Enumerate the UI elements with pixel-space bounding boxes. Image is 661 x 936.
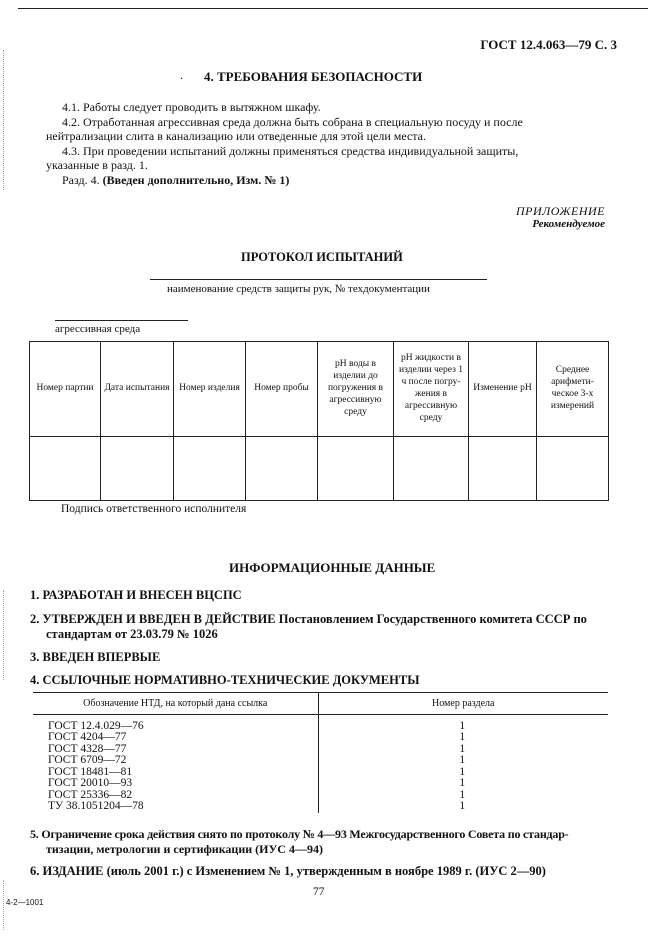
empty-cell — [537, 437, 609, 501]
ref-section: 1 — [459, 731, 466, 743]
appendix-label: ПРИЛОЖЕНИЕ — [516, 204, 605, 218]
ref-doc: ГОСТ 20010—93 — [33, 778, 318, 790]
references-header-cell: Номер раздела — [318, 693, 608, 715]
empty-cell — [469, 437, 537, 501]
fill-line — [150, 279, 487, 280]
ref-doc: ГОСТ 4328—77 — [33, 744, 318, 756]
info-item-5-cont: тизации, метрологии и сертификации (ИУС 4—94) — [46, 842, 323, 856]
ref-doc: ГОСТ 18481—81 — [33, 767, 318, 779]
margin-mark — [3, 590, 4, 680]
header-cell: Среднее арифмети-ческое 3-х измерений — [537, 342, 609, 437]
item-2-text: Постановлением Государственного комитета СССР по — [278, 612, 587, 626]
margin-mark — [3, 880, 4, 930]
amendment-note: (Введен дополнительно, Изм. № 1) — [102, 173, 290, 187]
references-table — [33, 692, 608, 813]
empty-cell — [394, 437, 469, 501]
print-code: 4-2—1001 — [6, 898, 44, 907]
paragraph-4-1: 4.1. Работы следует проводить в вытяжном шкафу. — [62, 100, 321, 114]
signature-label: Подпись ответственного исполнителя — [61, 503, 247, 515]
ref-section: 1 — [459, 788, 466, 801]
header-cell: pH воды в изделии до погружения в агрессивную среду — [318, 342, 394, 437]
info-item-3: 3. ВВЕДЕН ВПЕРВЫЕ — [30, 650, 161, 664]
protocol-table — [29, 341, 609, 501]
page-number: 77 — [313, 886, 325, 898]
header-cell: Изменение pH — [469, 342, 537, 437]
ref-section: 1 — [459, 754, 466, 766]
header-cell: pH жидкости в изделии через 1 ч после погру-жения в агрессивную среду — [394, 342, 469, 437]
stray-dot: . — [180, 68, 183, 82]
protocol-empty-row — [30, 437, 609, 501]
info-title: ИНФОРМАЦИОННЫЕ ДАННЫЕ — [229, 560, 436, 575]
ref-doc: ГОСТ 12.4.029—76 — [33, 721, 318, 733]
amendment-prefix: Разд. 4. — [62, 173, 100, 187]
paragraph-amendment — [62, 173, 289, 188]
references-header-row — [33, 693, 608, 715]
paragraph-4-2-line1: 4.2. Отработанная агрессивная среда должна быть собрана в специальную посуду и после — [62, 115, 523, 129]
margin-mark — [3, 50, 4, 190]
references-header-cell: Обозначение НТД, на который дана ссылка — [33, 693, 318, 715]
empty-cell — [30, 437, 101, 501]
empty-cell — [174, 437, 246, 501]
header-cell: Дата испытания — [101, 342, 174, 437]
ref-section: 1 — [459, 777, 466, 789]
info-item-5: 5. Ограничение срока действия снято по протоколу № 4—93 Межгосударственного Совета по стандар- — [30, 827, 569, 841]
info-item-1: 1. РАЗРАБОТАН И ВНЕСЕН ВЦСПС — [30, 588, 242, 602]
paragraph-4-2-line2: нейтрализации слита в канализацию или отведенные для этой цели места. — [46, 129, 427, 143]
env-label: агрессивная среда — [55, 323, 141, 335]
section-title: 4. ТРЕБОВАНИЯ БЕЗОПАСНОСТИ — [204, 69, 423, 84]
empty-cell — [101, 437, 174, 501]
info-item-2 — [30, 612, 610, 627]
protocol-header-row — [30, 342, 609, 437]
table-row — [33, 778, 608, 790]
table-row — [33, 755, 608, 767]
protocol-caption: наименование средств защиты рук, № техдокументации — [167, 283, 430, 295]
ref-doc: ГОСТ 4204—77 — [33, 732, 318, 744]
page-top-border — [18, 8, 648, 9]
table-row — [33, 801, 608, 813]
paragraph-4-3-line1: 4.3. При проведении испытаний должны применяться средства индивидуальной защиты, — [62, 144, 519, 158]
header-cell: Номер партии — [30, 342, 101, 437]
ref-doc: ТУ 38.1051204—78 — [33, 801, 318, 813]
ref-section: 1 — [459, 765, 466, 778]
info-item-4: 4. ССЫЛОЧНЫЕ НОРМАТИВНО-ТЕХНИЧЕСКИЕ ДОКУМЕНТЫ — [30, 673, 420, 687]
fill-line — [55, 320, 188, 321]
header-cell: Номер пробы — [246, 342, 318, 437]
page-header: ГОСТ 12.4.063—79 С. 3 — [480, 37, 617, 52]
info-item-6: 6. ИЗДАНИЕ (июль 2001 г.) с Изменением № 1, утвержденным в ноябре 1989 г. (ИУС 2—90) — [30, 864, 546, 878]
paragraph-4-3-line2: указанные в разд. 1. — [46, 158, 148, 172]
info-item-2-cont: стандартам от 23.03.79 № 1026 — [46, 627, 218, 641]
ref-section: 1 — [459, 719, 466, 732]
ref-section: 1 — [459, 742, 466, 755]
item-2-bold: 2. УТВЕРЖДЕН И ВВЕДЕН В ДЕЙСТВИЕ — [30, 612, 276, 626]
empty-cell — [318, 437, 394, 501]
header-cell: Номер изделия — [174, 342, 246, 437]
ref-doc: ГОСТ 25336—82 — [33, 790, 318, 802]
empty-cell — [246, 437, 318, 501]
ref-doc: ГОСТ 6709—72 — [33, 755, 318, 767]
table-row — [33, 732, 608, 744]
appendix-status: Рекомендуемое — [532, 218, 605, 230]
protocol-title: ПРОТОКОЛ ИСПЫТАНИЙ — [241, 250, 403, 264]
ref-section: 1 — [459, 800, 466, 812]
